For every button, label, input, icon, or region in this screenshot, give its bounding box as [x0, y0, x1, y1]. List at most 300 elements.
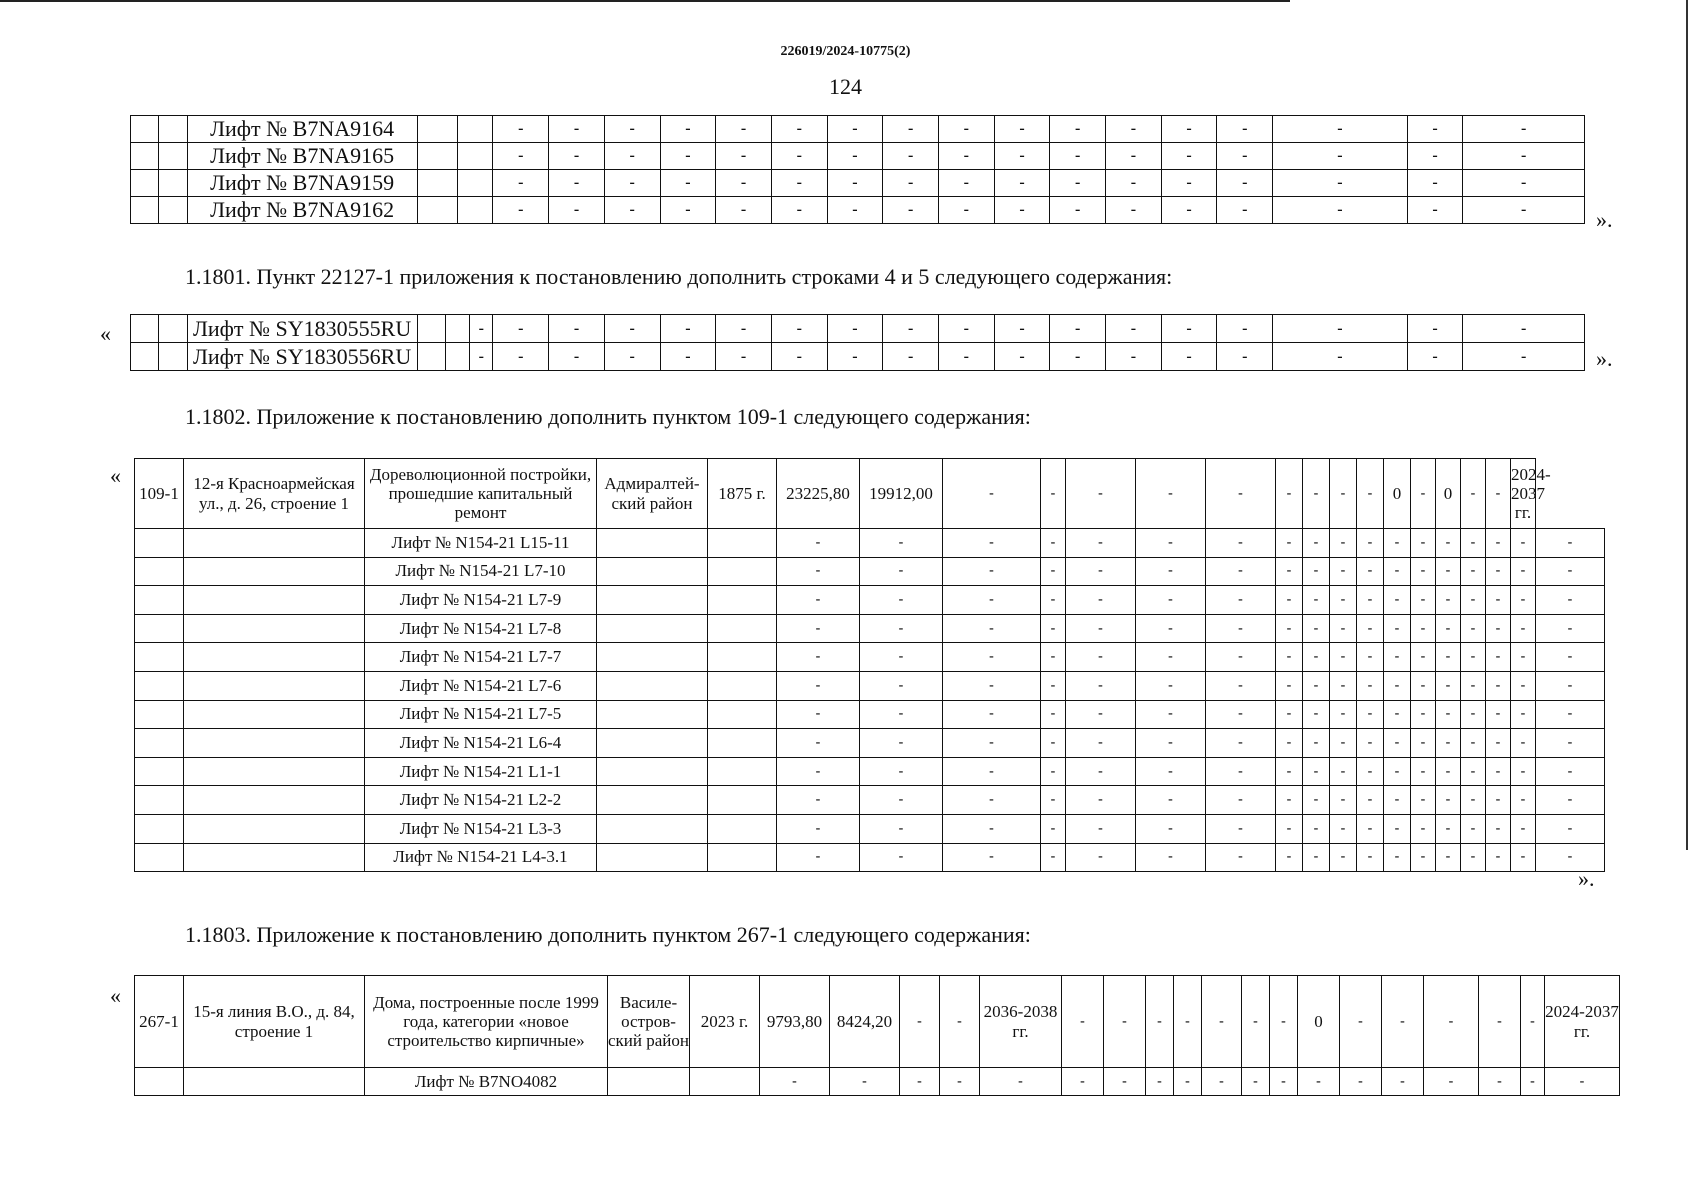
empty-cell	[417, 170, 458, 197]
table-row	[135, 586, 1605, 615]
empty-cell	[135, 729, 184, 758]
dash-cell: -	[943, 459, 1041, 529]
dash-cell: -	[1511, 729, 1536, 758]
dash-cell: -	[1041, 757, 1066, 786]
dash-cell: -	[1273, 143, 1408, 170]
dash-cell: -	[660, 170, 716, 197]
dash-cell: -	[1276, 586, 1303, 615]
empty-cell	[131, 116, 159, 143]
dash-cell: -	[1357, 786, 1384, 815]
dash-cell: -	[1461, 586, 1486, 615]
dash-cell: -	[943, 814, 1041, 843]
area-living: 19912,00	[860, 459, 943, 529]
empty-cell	[135, 671, 184, 700]
dash-cell: -	[1486, 643, 1511, 672]
dash-cell: -	[1066, 757, 1136, 786]
dash-cell: -	[994, 170, 1050, 197]
dash-cell: -	[1303, 586, 1330, 615]
closing-quote: ».	[1578, 866, 1595, 891]
dash-cell: -	[1357, 557, 1384, 586]
opening-quote: «	[100, 321, 111, 346]
dash-cell: -	[994, 315, 1050, 343]
empty-cell	[131, 170, 159, 197]
dash-cell: -	[1461, 843, 1486, 872]
dash-cell: -	[943, 643, 1041, 672]
dash-cell: -	[1206, 586, 1276, 615]
dash-cell: -	[1303, 814, 1330, 843]
dash-cell: -	[1206, 529, 1276, 558]
lift-name: Лифт № B7NA9165	[187, 143, 417, 170]
dash-cell: -	[1303, 529, 1330, 558]
empty-cell	[417, 343, 445, 371]
dash-cell: -	[900, 1068, 940, 1096]
zero-value: 0	[1384, 459, 1411, 529]
dash-cell: -	[1330, 586, 1357, 615]
empty-cell	[597, 814, 708, 843]
dash-cell: -	[1303, 786, 1330, 815]
zero-value: 0	[1436, 459, 1461, 529]
dash-cell: -	[860, 671, 943, 700]
empty-cell	[131, 343, 159, 371]
dash-cell: -	[860, 757, 943, 786]
lift-name: Лифт № N154-21 L3-3	[365, 814, 597, 843]
dash-cell: -	[1303, 700, 1330, 729]
dash-cell: -	[943, 729, 1041, 758]
dash-cell: -	[1161, 343, 1217, 371]
table-row	[135, 557, 1605, 586]
dash-cell: -	[1511, 814, 1536, 843]
dash-cell: -	[1330, 671, 1357, 700]
dash-cell: -	[1066, 671, 1136, 700]
table-row	[135, 643, 1605, 672]
dash-cell: -	[1041, 700, 1066, 729]
dash-cell: -	[1357, 843, 1384, 872]
dash-cell: -	[1062, 976, 1104, 1068]
empty-cell	[597, 529, 708, 558]
empty-cell	[708, 729, 777, 758]
dash-cell: -	[1407, 343, 1463, 371]
dash-cell: -	[1384, 529, 1411, 558]
dash-cell: -	[1486, 786, 1511, 815]
empty-cell	[159, 116, 187, 143]
dash-cell: -	[1161, 143, 1217, 170]
dash-cell: -	[827, 315, 883, 343]
dash-cell: -	[1041, 786, 1066, 815]
document-number: 226019/2024-10775(2)	[780, 44, 911, 59]
dash-cell: -	[1066, 786, 1136, 815]
dash-cell: -	[1050, 116, 1106, 143]
dash-cell: -	[900, 976, 940, 1068]
lift-name: Лифт № N154-21 L15-11	[365, 529, 597, 558]
empty-cell	[417, 143, 458, 170]
dash-cell: -	[943, 557, 1041, 586]
dash-cell: -	[1066, 814, 1136, 843]
paragraph-1803: 1.1803. Приложение к постановлению дополнить пунктом 267-1 следующего содержания:	[185, 922, 1031, 947]
dash-cell: -	[1384, 729, 1411, 758]
dash-cell: -	[1411, 671, 1436, 700]
dash-cell: -	[1461, 700, 1486, 729]
address: 15-я линия В.О., д. 84, строение 1	[184, 976, 365, 1068]
empty-cell	[135, 557, 184, 586]
lift-table-22127-add	[130, 314, 1585, 371]
dash-cell: -	[1382, 1068, 1424, 1096]
empty-cell	[597, 700, 708, 729]
closing-quote: ».	[1596, 346, 1613, 371]
dash-cell: -	[1106, 315, 1162, 343]
paragraph-1802: 1.1802. Приложение к постановлению дополнить пунктом 109-1 следующего содержания:	[185, 404, 1031, 429]
dash-cell: -	[771, 197, 827, 224]
empty-cell	[135, 614, 184, 643]
dash-cell: -	[1041, 671, 1066, 700]
dash-cell: -	[1050, 170, 1106, 197]
dash-cell: -	[1041, 557, 1066, 586]
dash-cell: -	[1276, 614, 1303, 643]
dash-cell: -	[777, 614, 860, 643]
empty-cell	[135, 529, 184, 558]
dash-cell: -	[1136, 557, 1206, 586]
dash-cell: -	[1357, 700, 1384, 729]
dash-cell: -	[1206, 671, 1276, 700]
dash-cell: -	[1511, 700, 1536, 729]
dash-cell: -	[1050, 143, 1106, 170]
dash-cell: -	[1161, 116, 1217, 143]
dash-cell: -	[1330, 614, 1357, 643]
dash-cell: -	[1206, 459, 1276, 529]
dash-cell: -	[1136, 757, 1206, 786]
dash-cell: -	[1066, 459, 1136, 529]
dash-cell: -	[1330, 643, 1357, 672]
dash-cell: -	[1407, 116, 1463, 143]
dash-cell: -	[860, 586, 943, 615]
dash-cell: -	[1136, 459, 1206, 529]
dash-cell: -	[943, 700, 1041, 729]
empty-cell	[159, 197, 187, 224]
dash-cell: -	[1511, 586, 1536, 615]
dash-cell: -	[549, 170, 605, 197]
dash-cell: -	[1041, 614, 1066, 643]
empty-cell	[708, 586, 777, 615]
dash-cell: -	[1270, 1068, 1298, 1096]
dash-cell: -	[1384, 786, 1411, 815]
dash-cell: -	[777, 643, 860, 672]
opening-quote: «	[110, 463, 121, 488]
dash-cell: -	[1486, 459, 1511, 529]
dash-cell: -	[604, 343, 660, 371]
dash-cell: -	[1536, 614, 1605, 643]
lift-name: Лифт № B7NO4082	[365, 1068, 608, 1096]
dash-cell: -	[1050, 343, 1106, 371]
paragraph-1801: 1.1801. Пункт 22127-1 приложения к постановлению дополнить строками 4 и 5 следующего содержания:	[185, 264, 1173, 289]
dash-cell: -	[1536, 586, 1605, 615]
dash-cell: -	[1436, 586, 1461, 615]
lift-name: Лифт № SY1830555RU	[187, 315, 417, 343]
dash-cell: -	[1536, 700, 1605, 729]
table-row	[135, 1068, 1620, 1096]
dash-cell: -	[943, 843, 1041, 872]
dash-cell: -	[943, 614, 1041, 643]
dash-cell: -	[1461, 729, 1486, 758]
dash-cell: -	[1357, 729, 1384, 758]
dash-cell: -	[1536, 729, 1605, 758]
work-period: 2036-2038 гг.	[980, 976, 1062, 1068]
dash-cell: -	[1461, 786, 1486, 815]
dash-cell: -	[1041, 843, 1066, 872]
empty-cell	[184, 643, 365, 672]
dash-cell: -	[716, 170, 772, 197]
dash-cell: -	[883, 343, 939, 371]
dash-cell: -	[1217, 343, 1273, 371]
dash-cell: -	[1511, 643, 1536, 672]
dash-cell: -	[1461, 643, 1486, 672]
lift-name: Лифт № N154-21 L7-9	[365, 586, 597, 615]
dash-cell: -	[1436, 729, 1461, 758]
dash-cell: -	[1330, 843, 1357, 872]
dash-cell: -	[1407, 197, 1463, 224]
empty-cell	[135, 786, 184, 815]
dash-cell: -	[938, 116, 994, 143]
lift-name: Лифт № N154-21 L7-7	[365, 643, 597, 672]
dash-cell: -	[1486, 814, 1511, 843]
dash-cell: -	[860, 700, 943, 729]
empty-cell	[135, 586, 184, 615]
dash-cell: -	[1384, 843, 1411, 872]
dash-cell: -	[1066, 614, 1136, 643]
dash-cell: -	[1161, 197, 1217, 224]
dash-cell: -	[660, 315, 716, 343]
empty-cell	[159, 170, 187, 197]
dash-cell: -	[1340, 1068, 1382, 1096]
dash-cell: -	[1436, 643, 1461, 672]
dash-cell: -	[1536, 529, 1605, 558]
dash-cell: -	[660, 143, 716, 170]
dash-cell: -	[980, 1068, 1062, 1096]
dash-cell: -	[860, 843, 943, 872]
dash-cell: -	[883, 170, 939, 197]
lift-name: Лифт № N154-21 L1-1	[365, 757, 597, 786]
empty-cell	[597, 757, 708, 786]
dash-cell: -	[943, 786, 1041, 815]
empty-cell	[184, 786, 365, 815]
empty-cell	[445, 343, 469, 371]
dash-cell: -	[1136, 814, 1206, 843]
lift-name: Лифт № N154-21 L7-6	[365, 671, 597, 700]
dash-cell: -	[1161, 170, 1217, 197]
empty-cell	[135, 1068, 184, 1096]
dash-cell: -	[1276, 843, 1303, 872]
dash-cell: -	[1298, 1068, 1340, 1096]
dash-cell: -	[1436, 700, 1461, 729]
empty-cell	[597, 786, 708, 815]
dash-cell: -	[660, 343, 716, 371]
table-row	[135, 786, 1605, 815]
building-table-109-1	[134, 458, 1605, 872]
empty-cell	[159, 143, 187, 170]
dash-cell: -	[1511, 529, 1536, 558]
empty-cell	[184, 843, 365, 872]
dash-cell: -	[716, 197, 772, 224]
lift-name: Лифт № N154-21 L6-4	[365, 729, 597, 758]
dash-cell: -	[1136, 586, 1206, 615]
table-row	[135, 843, 1605, 872]
dash-cell: -	[1217, 116, 1273, 143]
dash-cell: -	[1521, 1068, 1545, 1096]
dash-cell: -	[1463, 343, 1585, 371]
empty-cell	[445, 315, 469, 343]
dash-cell: -	[1486, 700, 1511, 729]
dash-cell: -	[1206, 643, 1276, 672]
lift-name: Лифт № N154-21 L7-5	[365, 700, 597, 729]
dash-cell: -	[777, 786, 860, 815]
dash-cell: -	[760, 1068, 830, 1096]
dash-cell: -	[1511, 757, 1536, 786]
dash-cell: -	[1407, 143, 1463, 170]
dash-cell: -	[771, 116, 827, 143]
empty-cell	[184, 557, 365, 586]
table-row-main	[135, 459, 1605, 529]
empty-cell	[597, 614, 708, 643]
empty-cell	[131, 197, 159, 224]
dash-cell: -	[1106, 343, 1162, 371]
table-row	[135, 671, 1605, 700]
dash-cell: -	[1411, 459, 1436, 529]
dash-cell: -	[549, 143, 605, 170]
dash-cell: -	[1276, 729, 1303, 758]
dash-cell: -	[1486, 557, 1511, 586]
dash-cell: -	[1066, 700, 1136, 729]
dash-cell: -	[1202, 1068, 1242, 1096]
dash-cell: -	[1407, 315, 1463, 343]
table-row-main	[135, 976, 1620, 1068]
dash-cell: -	[1273, 170, 1408, 197]
dash-cell: -	[1461, 459, 1486, 529]
table-row	[135, 814, 1605, 843]
dash-cell: -	[1357, 757, 1384, 786]
empty-cell	[458, 143, 493, 170]
dash-cell: -	[1545, 1068, 1620, 1096]
dash-cell: -	[1136, 529, 1206, 558]
building-type: Дореволюционной постройки, прошедшие капитальный ремонт	[365, 459, 597, 529]
empty-cell	[690, 1068, 760, 1096]
lift-name: Лифт № B7NA9159	[187, 170, 417, 197]
dash-cell: -	[1276, 671, 1303, 700]
dash-cell: -	[1411, 843, 1436, 872]
dash-cell: -	[1463, 116, 1585, 143]
dash-cell: -	[1536, 643, 1605, 672]
dash-cell: -	[1242, 1068, 1270, 1096]
dash-cell: -	[1384, 814, 1411, 843]
table-row	[131, 170, 1585, 197]
dash-cell: -	[1357, 814, 1384, 843]
dash-cell: -	[1384, 757, 1411, 786]
dash-cell: -	[604, 143, 660, 170]
empty-cell	[184, 729, 365, 758]
dash-cell: -	[777, 557, 860, 586]
dash-cell: -	[1276, 814, 1303, 843]
empty-cell	[417, 197, 458, 224]
dash-cell: -	[938, 315, 994, 343]
empty-cell	[184, 529, 365, 558]
dash-cell: -	[777, 529, 860, 558]
dash-cell: -	[1041, 459, 1066, 529]
empty-cell	[184, 757, 365, 786]
empty-cell	[708, 614, 777, 643]
dash-cell: -	[1136, 729, 1206, 758]
top-border-line	[0, 0, 1290, 2]
empty-cell	[417, 116, 458, 143]
area-total: 23225,80	[777, 459, 860, 529]
dash-cell: -	[1384, 643, 1411, 672]
dash-cell: -	[1276, 557, 1303, 586]
dash-cell: -	[549, 315, 605, 343]
build-year: 1875 г.	[708, 459, 777, 529]
empty-cell	[597, 729, 708, 758]
dash-cell: -	[1136, 614, 1206, 643]
dash-cell: -	[1273, 116, 1408, 143]
empty-cell	[708, 700, 777, 729]
dash-cell: -	[493, 197, 549, 224]
dash-cell: -	[771, 170, 827, 197]
area-total: 9793,80	[760, 976, 830, 1068]
dash-cell: -	[1330, 814, 1357, 843]
dash-cell: -	[493, 143, 549, 170]
dash-cell: -	[549, 197, 605, 224]
dash-cell: -	[1273, 197, 1408, 224]
dash-cell: -	[1536, 843, 1605, 872]
empty-cell	[135, 814, 184, 843]
dash-cell: -	[1206, 786, 1276, 815]
dash-cell: -	[1511, 671, 1536, 700]
dash-cell: -	[1340, 976, 1382, 1068]
dash-cell: -	[1357, 459, 1384, 529]
dash-cell: -	[493, 116, 549, 143]
dash-cell: -	[1382, 976, 1424, 1068]
dash-cell: -	[604, 170, 660, 197]
dash-cell: -	[1357, 586, 1384, 615]
dash-cell: -	[1536, 557, 1605, 586]
dash-cell: -	[1206, 843, 1276, 872]
lift-name: Лифт № N154-21 L2-2	[365, 786, 597, 815]
lift-name: Лифт № B7NA9164	[187, 116, 417, 143]
dash-cell: -	[1303, 643, 1330, 672]
dash-cell: -	[1066, 529, 1136, 558]
dash-cell: -	[1104, 1068, 1146, 1096]
lift-name: Лифт № N154-21 L4-3.1	[365, 843, 597, 872]
dash-cell: -	[1436, 557, 1461, 586]
dash-cell: -	[1463, 315, 1585, 343]
dash-cell: -	[1357, 614, 1384, 643]
dash-cell: -	[1146, 976, 1174, 1068]
dash-cell: -	[1066, 843, 1136, 872]
page-number: 124	[829, 74, 862, 99]
dash-cell: -	[1303, 729, 1330, 758]
dash-cell: -	[1106, 170, 1162, 197]
dash-cell: -	[716, 143, 772, 170]
dash-cell: -	[1330, 529, 1357, 558]
dash-cell: -	[493, 343, 549, 371]
dash-cell: -	[1217, 315, 1273, 343]
dash-cell: -	[1486, 843, 1511, 872]
dash-cell: -	[1536, 814, 1605, 843]
item-number: 109-1	[135, 459, 184, 529]
dash-cell: -	[1174, 1068, 1202, 1096]
dash-cell: -	[1461, 614, 1486, 643]
dash-cell: -	[771, 143, 827, 170]
dash-cell: -	[1041, 729, 1066, 758]
table-row	[131, 315, 1585, 343]
table-row	[135, 614, 1605, 643]
build-year: 2023 г.	[690, 976, 760, 1068]
dash-cell: -	[1479, 1068, 1521, 1096]
